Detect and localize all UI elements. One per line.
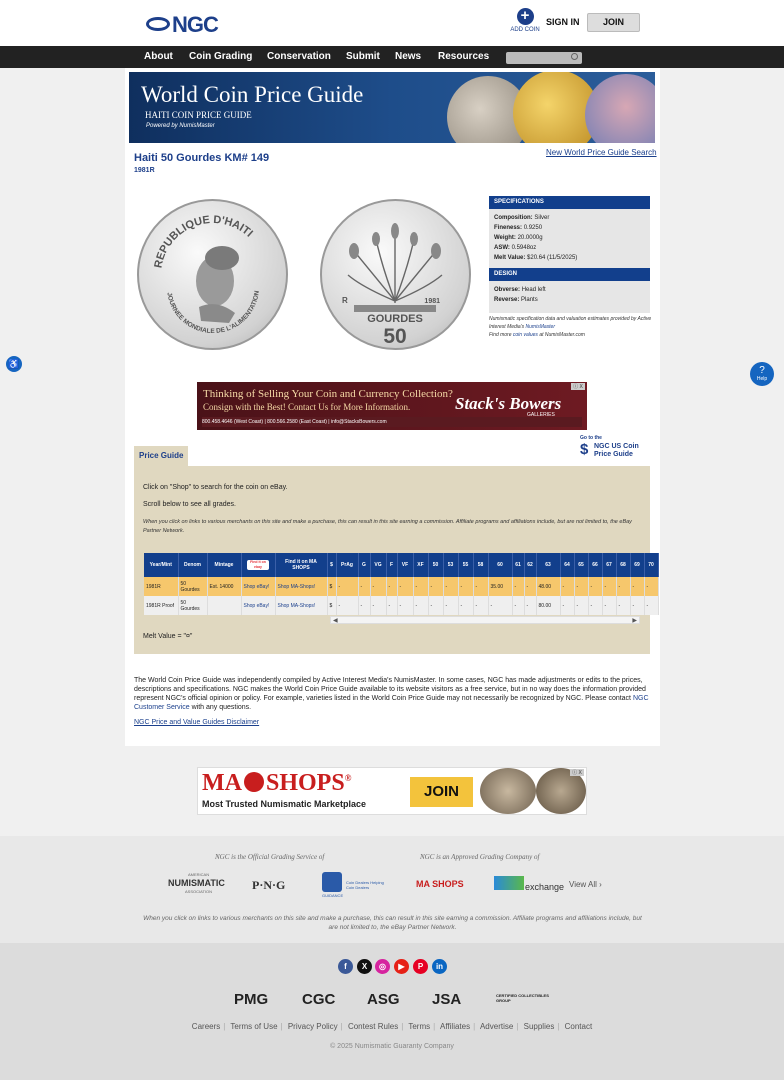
cell-value: 35.00 bbox=[488, 577, 512, 596]
cell-value: - bbox=[488, 596, 512, 615]
nav-about[interactable]: About bbox=[144, 51, 173, 62]
col-grade: 65 bbox=[574, 553, 588, 577]
price-guide-disclaimer: The World Coin Price Guide was independently compiled by Active Interest Media's NumisMaster. In some cases, NGC has made adjustments or edits to the prices, descriptions and specifications. NGC makes the World Coin Price Guide available to its website visitors as a free service, but in no way does the information provided represent NGC's official opinion or policy. For example, varieties listed in the World Coin Price Guide may not necessarily be recognized by NGC. Please contact NGC Customer Service with any questions. bbox=[134, 677, 649, 711]
ad-contact: 800.458.4646 (West Coast) | 800.566.2580 (East Coast) | info@StacksBowers.com bbox=[202, 417, 582, 427]
obverse-portrait-icon bbox=[139, 201, 286, 348]
help-icon: ? bbox=[759, 365, 765, 376]
banner-powered-by: Powered by NumisMaster bbox=[146, 123, 215, 129]
youtube-icon[interactable]: ▶ bbox=[394, 959, 409, 974]
cell-value: - bbox=[458, 577, 473, 596]
ma-shops-ad[interactable] bbox=[197, 767, 587, 815]
cell-value: - bbox=[574, 596, 588, 615]
plus-icon: + bbox=[517, 8, 534, 25]
ma-shops-logo: MA SHOPS® bbox=[202, 770, 352, 796]
cell-value: - bbox=[602, 577, 616, 596]
partner-ma-shops[interactable]: MA SHOPS bbox=[416, 879, 464, 889]
col-grade: 62 bbox=[524, 553, 536, 577]
partner-cdn-exchange[interactable]: exchange bbox=[525, 882, 565, 892]
cell-value: - bbox=[630, 577, 644, 596]
site-footer bbox=[0, 943, 784, 1080]
official-label: NGC is the Official Grading Service of bbox=[215, 853, 325, 861]
cell-currency: $ bbox=[327, 577, 336, 596]
site-header bbox=[0, 0, 784, 46]
cell-value: - bbox=[458, 596, 473, 615]
col-grade: 60 bbox=[488, 553, 512, 577]
cell-value: - bbox=[602, 596, 616, 615]
footer-link-affiliates[interactable]: Affiliates bbox=[440, 1022, 471, 1031]
new-search-link[interactable]: New World Price Guide Search bbox=[546, 148, 657, 157]
col-grade: 63 bbox=[536, 553, 560, 577]
cell-value: - bbox=[644, 577, 658, 596]
pg-shop-instructions: Click on "Shop" to search for the coin on eBay. bbox=[143, 484, 288, 491]
cell-value: - bbox=[428, 577, 443, 596]
scroll-left-icon[interactable]: ◀ bbox=[333, 618, 338, 624]
reverse-year: 1981 bbox=[424, 298, 440, 305]
pg-affiliate-note: When you click on links to various merchants on this site and make a purchase, this can result in this site earning a commission. Affiliate programs and affiliations include, but are not limited to, the eBay Partner Network. bbox=[143, 519, 632, 534]
col-grade: 70 bbox=[644, 553, 658, 577]
logo-eye-icon bbox=[146, 17, 170, 31]
price-table bbox=[144, 553, 659, 615]
add-coin-button[interactable]: + ADD COIN bbox=[510, 7, 540, 33]
banner-subtitle: HAITI COIN PRICE GUIDE bbox=[145, 110, 252, 120]
ad-choices-icon[interactable]: ⓘ X bbox=[571, 383, 585, 390]
footer-affiliate-note: When you click on links to various merchants on this site and make a purchase, this can result in this site earning a commission. Affiliate programs and affiliations include, but are not limited to, the eBay Partner Network. bbox=[143, 915, 642, 931]
shop-ma-link[interactable]: Shop MA-Shops! bbox=[277, 583, 316, 590]
ebay-logo-icon: Find it on ebay bbox=[247, 560, 269, 570]
col-grade: 58 bbox=[473, 553, 488, 577]
shop-ebay-link[interactable]: Shop eBay! bbox=[243, 602, 270, 609]
col-grade: 55 bbox=[458, 553, 473, 577]
col-ma-shops: Find it on MA SHOPS bbox=[275, 553, 327, 577]
facebook-icon[interactable]: f bbox=[338, 959, 353, 974]
col-year-mint: Year/Mint bbox=[144, 553, 178, 577]
spec-line: ASW: 0.5948oz bbox=[494, 245, 537, 251]
cell-value: - bbox=[413, 596, 428, 615]
col-grade: 50 bbox=[428, 553, 443, 577]
cell-mintage: Est. 14000 bbox=[207, 577, 241, 596]
coin-reverse-image bbox=[320, 199, 471, 350]
ngc-logo[interactable]: NGC bbox=[146, 12, 218, 38]
shop-ebay-link[interactable]: Shop eBay! bbox=[243, 583, 270, 590]
nav-coin-grading[interactable]: Coin Grading bbox=[189, 51, 253, 62]
footer-links: Careers | Terms of Use | Privacy Policy | Contest Rules | Terms | Affiliates | Advertise | Supplies | Contact bbox=[191, 1022, 593, 1031]
partner-png[interactable]: P·N·G bbox=[252, 878, 286, 892]
goto-label: NGC US Coin Price Guide bbox=[594, 443, 639, 458]
footer-link-privacy[interactable]: Privacy Policy bbox=[287, 1022, 338, 1031]
footer-link-advertise[interactable]: Advertise bbox=[479, 1022, 514, 1031]
coin-title: Haiti 50 Gourdes KM# 149 bbox=[134, 152, 270, 164]
coin-year: 1981R bbox=[134, 167, 155, 174]
footer-link-supplies[interactable]: Supplies bbox=[523, 1022, 555, 1031]
obverse-legend-bottom: JOURNEE MONDIALE DE L'ALIMENTATION bbox=[165, 290, 261, 336]
partner-guidance[interactable]: Coin Dealers Helping Coin Dealers bbox=[346, 880, 384, 890]
guidance-logo-icon bbox=[322, 872, 342, 892]
numismaster-link[interactable]: NumisMaster bbox=[525, 324, 555, 330]
cell-value: - bbox=[443, 577, 458, 596]
price-guide-banner bbox=[129, 72, 655, 143]
cell-value: - bbox=[512, 596, 524, 615]
melt-value-note: Melt Value = "¤" bbox=[143, 633, 193, 640]
partner-caption: AMERICAN bbox=[188, 872, 210, 877]
col-ebay bbox=[241, 553, 275, 577]
brand-pmg[interactable]: PMG bbox=[234, 991, 269, 1008]
cell-value: - bbox=[588, 596, 602, 615]
cell-ma bbox=[275, 577, 327, 596]
footer-link-contact[interactable]: Contact bbox=[564, 1022, 593, 1031]
col-grade: F bbox=[386, 553, 397, 577]
col-grade: 67 bbox=[602, 553, 616, 577]
footer-link-terms-of-use[interactable]: Terms of Use bbox=[230, 1022, 278, 1031]
stacks-bowers-ad[interactable] bbox=[197, 382, 587, 430]
cdn-logo-icon bbox=[494, 876, 524, 890]
cell-value: - bbox=[428, 596, 443, 615]
nav-conservation[interactable]: Conservation bbox=[267, 51, 331, 62]
col-grade: VF bbox=[397, 553, 413, 577]
approved-label: NGC is an Approved Grading Company of bbox=[420, 853, 540, 861]
ma-shops-dot-icon bbox=[244, 772, 264, 792]
svg-text:REPUBLIQUE D'HAITI bbox=[152, 214, 255, 269]
join-button[interactable]: JOIN bbox=[587, 13, 640, 32]
nav-news[interactable]: News bbox=[395, 51, 422, 62]
cell-value: - bbox=[473, 577, 488, 596]
cell-ebay bbox=[241, 596, 275, 615]
footer-link-contest-rules[interactable]: Contest Rules bbox=[347, 1022, 399, 1031]
cell-currency: $ bbox=[327, 596, 336, 615]
cell-value: 80.00 bbox=[536, 596, 560, 615]
specs-source-note: Numismatic specification data and valuation estimates provided by Active Interest Media's NumisMaster Find more coin values at NumisMaster.com bbox=[489, 316, 652, 338]
cell-year: 1981R bbox=[144, 577, 178, 596]
banner-title: World Coin Price Guide bbox=[141, 82, 364, 107]
cell-value: - bbox=[358, 596, 370, 615]
spec-line: Composition: Silver bbox=[494, 215, 550, 221]
coin-values-link[interactable]: coin values bbox=[512, 332, 538, 338]
reverse-denomination-label: GOURDES bbox=[367, 313, 423, 325]
design-heading: DESIGN bbox=[489, 268, 650, 281]
goto-small: Go to the bbox=[580, 435, 602, 441]
main-nav bbox=[0, 46, 784, 68]
sign-in-link[interactable]: SIGN IN bbox=[546, 17, 580, 27]
help-button[interactable]: ? Help bbox=[750, 362, 774, 386]
cell-value: - bbox=[644, 596, 658, 615]
cell-value: - bbox=[358, 577, 370, 596]
banner-coin-image bbox=[585, 74, 655, 143]
x-icon[interactable]: X bbox=[357, 959, 372, 974]
cell-denom: 50 Gourdes bbox=[178, 577, 207, 596]
ad-brand-sub: GALLERIES bbox=[527, 412, 555, 418]
cell-value: - bbox=[397, 577, 413, 596]
cell-value: - bbox=[574, 577, 588, 596]
copyright: © 2025 Numismatic Guaranty Company bbox=[330, 1043, 454, 1050]
cell-value: - bbox=[524, 577, 536, 596]
cell-value: - bbox=[560, 596, 574, 615]
accessibility-button[interactable]: ♿ bbox=[6, 356, 22, 372]
view-all-link[interactable]: View All › bbox=[569, 880, 602, 889]
cell-value: - bbox=[397, 596, 413, 615]
cell-value: - bbox=[443, 596, 458, 615]
cell-value: - bbox=[386, 596, 397, 615]
search-icon[interactable] bbox=[571, 53, 578, 60]
footer-link-careers[interactable]: Careers bbox=[191, 1022, 221, 1031]
spec-line: Weight: 20.0000g bbox=[494, 235, 543, 241]
col-mintage: Mintage bbox=[207, 553, 241, 577]
reverse-plants-icon bbox=[322, 201, 469, 348]
col-grade: 64 bbox=[560, 553, 574, 577]
brand-asg[interactable]: ASG bbox=[367, 991, 400, 1008]
table-scrollbar[interactable] bbox=[330, 616, 640, 624]
tab-price-guide[interactable]: Price Guide bbox=[134, 446, 188, 466]
cell-value: 48.00 bbox=[536, 577, 560, 596]
design-line: Reverse: Plants bbox=[494, 297, 538, 303]
scroll-right-icon[interactable]: ▶ bbox=[632, 618, 637, 624]
brand-ccg[interactable]: CERTIFIED COLLECTIBLES GROUP bbox=[496, 993, 549, 1003]
partner-caption: GUIDANCE bbox=[322, 893, 344, 898]
ad-join-button[interactable]: JOIN bbox=[410, 777, 473, 807]
buffalo-nickel-image bbox=[480, 768, 536, 814]
reverse-value: 50 bbox=[383, 325, 407, 348]
cell-value: - bbox=[616, 577, 630, 596]
cell-ma bbox=[275, 596, 327, 615]
col-grade: 53 bbox=[443, 553, 458, 577]
col-currency: $ bbox=[327, 553, 336, 577]
table-row bbox=[144, 596, 658, 615]
cell-value: - bbox=[336, 596, 358, 615]
linkedin-icon[interactable]: in bbox=[432, 959, 447, 974]
customer-service-link[interactable]: NGC Customer Service bbox=[134, 695, 649, 711]
cell-value: - bbox=[616, 596, 630, 615]
ad-subline: Consign with the Best! Contact Us for More Information. bbox=[203, 402, 411, 412]
cell-value: - bbox=[336, 577, 358, 596]
value-guides-disclaimer-link[interactable]: NGC Price and Value Guides Disclaimer bbox=[134, 719, 260, 726]
footer-link-terms[interactable]: Terms bbox=[408, 1022, 431, 1031]
cell-value: - bbox=[512, 577, 524, 596]
table-header-row bbox=[144, 553, 658, 577]
col-grade: 66 bbox=[588, 553, 602, 577]
col-grade: 69 bbox=[630, 553, 644, 577]
cell-value: - bbox=[413, 577, 428, 596]
ad-headline: Thinking of Selling Your Coin and Currency Collection? bbox=[203, 388, 453, 400]
col-denom: Denom bbox=[178, 553, 207, 577]
col-grade: XF bbox=[413, 553, 428, 577]
dollar-icon: $ bbox=[580, 441, 589, 458]
nav-search-input[interactable] bbox=[506, 52, 582, 64]
cell-value: - bbox=[386, 577, 397, 596]
brand-cgc[interactable]: CGC bbox=[302, 991, 336, 1008]
cell-denom: 50 Gourdes bbox=[178, 596, 207, 615]
brand-jsa[interactable]: JSA bbox=[432, 991, 462, 1008]
cell-year: 1981R Proof bbox=[144, 596, 178, 615]
specifications-panel bbox=[489, 196, 650, 313]
col-grade: PrAg bbox=[336, 553, 358, 577]
chevron-right-icon: › bbox=[599, 880, 602, 889]
partner-caption: ASSOCIATION bbox=[185, 889, 213, 894]
coin-obverse-image bbox=[137, 199, 288, 350]
partner-ana[interactable]: NUMISMATIC bbox=[168, 878, 225, 888]
obverse-legend: REPUBLIQUE D'HAITI bbox=[152, 213, 255, 270]
ad-tagline: Most Trusted Numismatic Marketplace bbox=[202, 799, 367, 809]
cell-value: - bbox=[370, 577, 386, 596]
cell-value: - bbox=[370, 596, 386, 615]
shop-ma-link[interactable]: Shop MA-Shops! bbox=[277, 602, 316, 609]
spec-line: Fineness: 0.9250 bbox=[494, 225, 543, 231]
col-grade: G bbox=[358, 553, 370, 577]
design-line: Obverse: Head left bbox=[494, 287, 546, 293]
cell-mintage bbox=[207, 596, 241, 615]
cell-value: - bbox=[524, 596, 536, 615]
reverse-mint-mark: R bbox=[342, 296, 348, 305]
col-grade: 68 bbox=[616, 553, 630, 577]
cell-value: - bbox=[630, 596, 644, 615]
nav-resources[interactable]: Resources bbox=[438, 51, 490, 62]
spec-line: Melt Value: $20.64 (11/5/2025) bbox=[494, 255, 578, 261]
cell-ebay bbox=[241, 577, 275, 596]
pinterest-icon[interactable]: P bbox=[413, 959, 428, 974]
specifications-heading: SPECIFICATIONS bbox=[489, 196, 650, 209]
cell-value: - bbox=[560, 577, 574, 596]
nav-submit[interactable]: Submit bbox=[346, 51, 380, 62]
instagram-icon[interactable]: ◎ bbox=[375, 959, 390, 974]
ad-choices-icon[interactable]: ⓘ X bbox=[570, 769, 584, 776]
col-grade: 61 bbox=[512, 553, 524, 577]
ad-brand: Stack's Bowers bbox=[455, 394, 562, 413]
cell-value: - bbox=[473, 596, 488, 615]
pg-scroll-instructions: Scroll below to see all grades. bbox=[143, 501, 236, 508]
col-grade: VG bbox=[370, 553, 386, 577]
table-row bbox=[144, 577, 658, 596]
cell-value: - bbox=[588, 577, 602, 596]
